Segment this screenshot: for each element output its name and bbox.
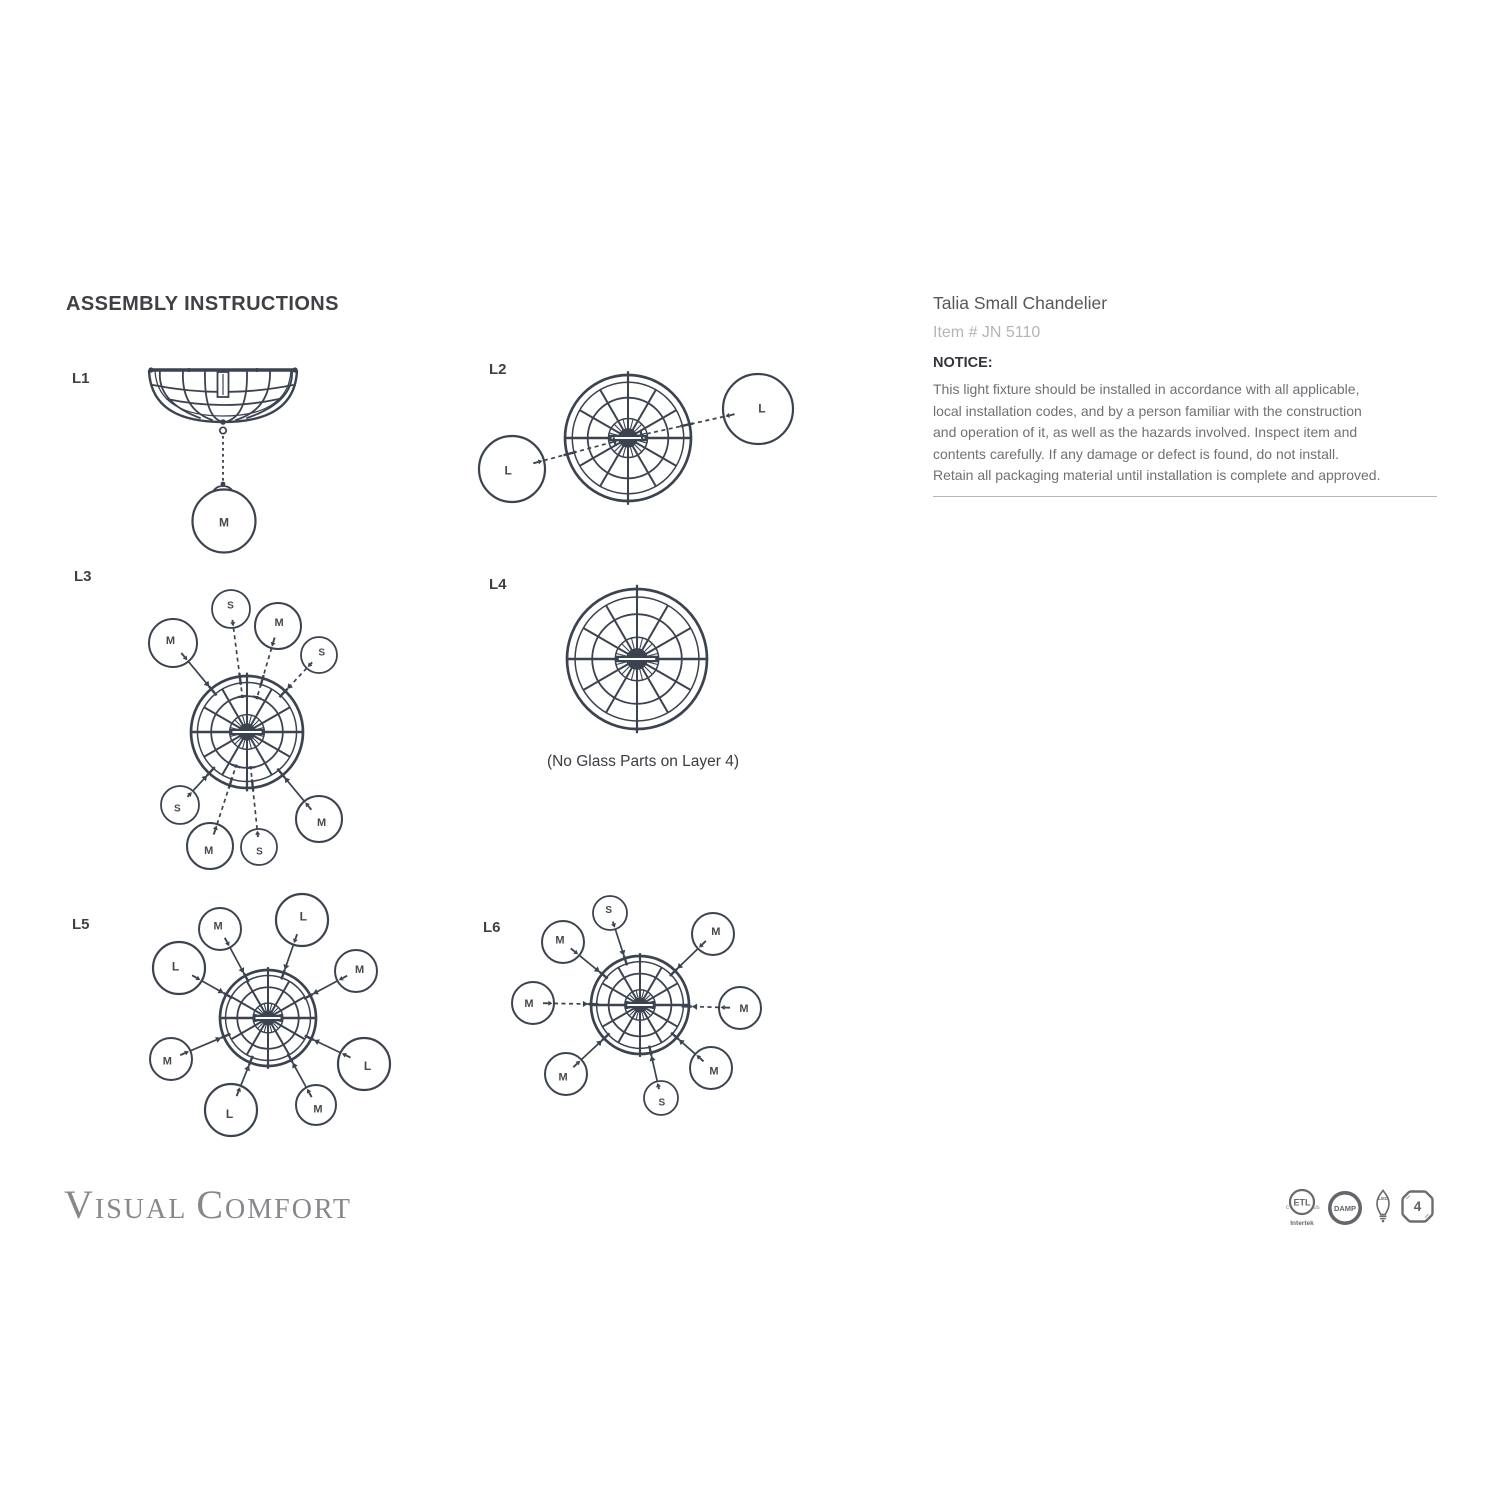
page-number: 4 — [1413, 1199, 1422, 1214]
logo-letter-v: V — [64, 1182, 95, 1227]
damp-rating-icon — [1326, 1189, 1364, 1227]
layer-l6-diagram — [512, 896, 761, 1115]
svg-text:M: M — [558, 1071, 568, 1084]
layer-l4-diagram — [567, 585, 707, 733]
svg-text:M: M — [709, 1065, 719, 1078]
layer-label-l2: L2 — [489, 361, 507, 378]
svg-text:M: M — [219, 515, 229, 530]
brand-logo — [64, 1182, 353, 1233]
layer-label-l4: L4 — [489, 576, 507, 593]
svg-text:M: M — [555, 934, 565, 947]
svg-text:M: M — [739, 1003, 749, 1016]
notice-line-3: and operation of it, as well as the hazards involved. Inspect item and — [933, 424, 1358, 441]
svg-text:M: M — [213, 920, 223, 933]
svg-text:M: M — [354, 964, 365, 977]
layer-l4-caption: (No Glass Parts on Layer 4) — [546, 753, 740, 770]
svg-text:L: L — [504, 463, 512, 478]
logo-word-omfort: OMFORT — [225, 1194, 353, 1225]
damp-label: DAMP — [1333, 1203, 1357, 1213]
svg-text:S: S — [658, 1097, 666, 1109]
svg-text:M: M — [316, 817, 327, 830]
svg-text:L: L — [299, 909, 307, 924]
etl-intertek-label: Intertek — [1290, 1220, 1314, 1227]
svg-text:M: M — [204, 844, 214, 857]
svg-text:S: S — [227, 600, 234, 612]
page-title: ASSEMBLY INSTRUCTIONS — [66, 293, 339, 315]
svg-text:M: M — [162, 1055, 172, 1068]
etl-c-mark: c — [1286, 1205, 1289, 1211]
svg-text:M: M — [313, 1103, 323, 1116]
svg-text:M: M — [165, 634, 176, 647]
layer-label-l3: L3 — [74, 568, 92, 585]
layer-label-l1: L1 — [72, 370, 90, 387]
etl-label: ETL — [1293, 1197, 1311, 1208]
layer-l5-diagram — [150, 894, 390, 1136]
svg-text:L: L — [758, 401, 766, 416]
notice-line-1: This light fixture should be installed in accordance with all applicable, — [933, 381, 1360, 397]
notice-heading: NOTICE: — [933, 355, 993, 371]
etl-us-mark: us — [1313, 1205, 1320, 1211]
layer-l3-diagram — [149, 590, 342, 869]
svg-text:S: S — [605, 904, 613, 916]
layer-label-l5: L5 — [72, 916, 90, 933]
svg-text:M: M — [524, 997, 534, 1010]
svg-text:L: L — [363, 1059, 372, 1074]
layer-l2-diagram — [479, 371, 793, 505]
notice-line-4: contents carefully. If any damage or defect is found, do not install. — [933, 445, 1339, 462]
notice-line-2: local installation codes, and by a person familiar with the construction — [933, 402, 1362, 419]
led-label: LED — [1378, 1197, 1388, 1202]
layer-label-l6: L6 — [483, 919, 501, 936]
product-item-number: Item # JN 5110 — [933, 324, 1041, 341]
svg-text:M: M — [274, 617, 284, 630]
logo-letter-c: C — [196, 1182, 226, 1227]
page-number-badge — [1400, 1189, 1435, 1224]
logo-word-isual: ISUAL — [94, 1194, 188, 1225]
svg-text:L: L — [171, 959, 180, 974]
product-name: Talia Small Chandelier — [933, 293, 1108, 313]
etl-certification-icon — [1285, 1187, 1319, 1229]
svg-text:L: L — [225, 1107, 234, 1122]
layer-l1-diagram — [148, 367, 297, 552]
led-lamp-icon — [1374, 1189, 1392, 1223]
notice-line-5: Retain all packaging material until installation is complete and approved. — [933, 467, 1381, 484]
svg-text:S: S — [256, 846, 263, 858]
svg-text:S: S — [318, 647, 326, 659]
svg-text:M: M — [711, 926, 721, 939]
svg-text:S: S — [173, 803, 181, 815]
